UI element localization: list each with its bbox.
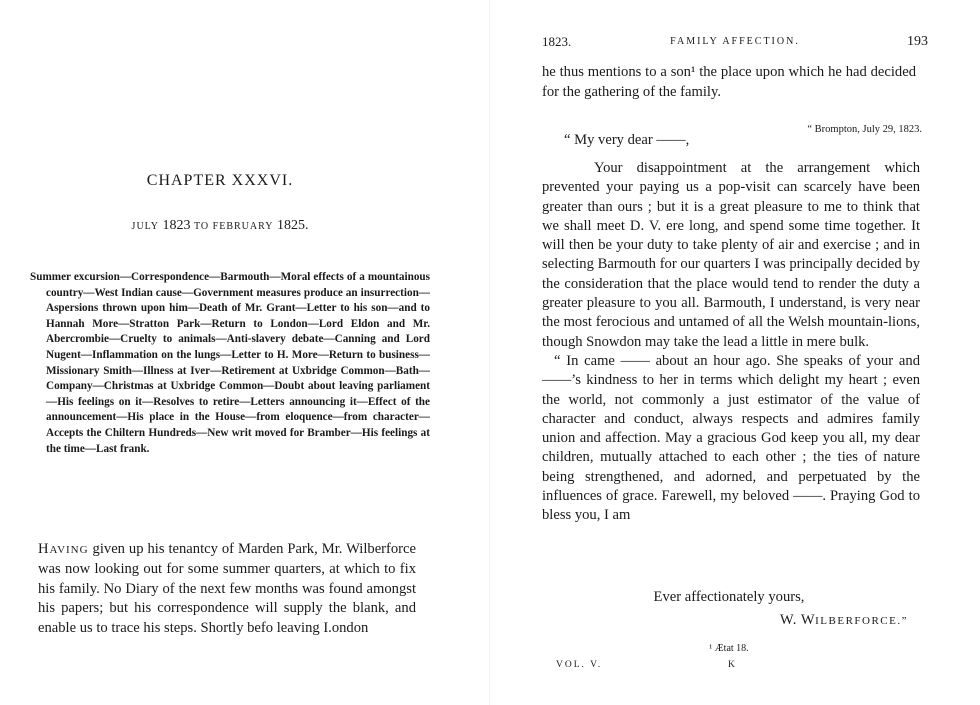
opening-word-rest: AVING [49, 544, 89, 556]
letter-body [542, 159, 920, 526]
signature-rest: ILBERFORCE.” [815, 615, 908, 627]
letter-closing: Ever affectionately yours, [653, 589, 805, 605]
date-month-start: JULY [131, 221, 159, 232]
chapter-title: CHAPTER XXXVI. [146, 172, 294, 189]
page-number: 193 [907, 34, 928, 49]
chapter-synopsis: Summer excursion—Correspondence—Barmouth—Moral effects of a mountainous country—West Indian cause—Government measures produce an insurrection—Aspersions thrown upon him—Death of Mr. Grant—Letter to his son—and to Hannah More—Stratton Park—Return to London—Lord Eldon and Mr. Abercrombie—Cruelty to animals—Anti-slavery debate—Canning and Lord Nugent—Inflammation on the lungs—Letter to H. More—Return to business—Missionary Smith—Illness at Iver—Retirement at Uxbridge Common—Bath—Company—Christmas at Uxbridge Common—Doubt about leaving parliament—His feelings on it—Resolves to retire—Letters announcing it—Effect of the announcement—His place in the House—from eloquence—from character—Accepts the Chiltern Hundreds—New writ moved for Bramber—His feelings at the time—Last frank. [30, 271, 430, 455]
running-head [542, 34, 928, 54]
opening-text: given up his tenantcy of Marden Park, Mr. Wilberforce was now looking out for some summer quarters, at which to fix his family. No Diary of the next few months was found amongst his papers; but his correspondence will supply the blank, and enable us to trace his steps. Shortly befo leaving I.ondon [38, 541, 416, 636]
date-year-start: 1823 [162, 218, 191, 233]
volume-mark: VOL. V. [556, 660, 603, 670]
letter-signature [542, 612, 908, 629]
chapter-date-range [0, 218, 440, 234]
running-head-year: 1823. [542, 34, 572, 49]
letter-paragraph: Your disappointment at the arrangement which prevented your paying us a pop-visit can scarcely have been greater than ours ; but it is a great pleasure to me to think that we shall meet D. V. ere long, and spend some time together. It will then be your duty to take plenty of air and exercise ; and in selecting Barmouth for our quarters I was principally decided by the consideration that the place would tend to render the duty a greater pleasure to you all. Barmouth, I understand, is very near the most ferocious and untamed of all the Welsh mountain-lions, though Snowdon may take the lead a little in mere bulk. [542, 160, 920, 350]
letter-salutation: “ My very dear ——, [564, 132, 690, 148]
running-head-title: FAMILY AFFECTION. [670, 36, 800, 47]
footnote: ¹ Ætat 18. [709, 643, 749, 654]
intro-paragraph: he thus mentions to a son¹ the place upon which he had decided for the gathering of the family. [542, 64, 916, 100]
opening-paragraph [38, 540, 416, 638]
opening-initial: H [38, 541, 50, 557]
right-page [490, 0, 980, 705]
date-year-end: 1825. [276, 218, 309, 233]
letter-paragraph: “ In came —— about an hour ago. She speaks of your and ——’s kindness to her in terms which delight my heart ; even the world, not commonly a just estimator of the value of character and conduct, always respects and admires family union and affection. May a gracious God keep you all, my dear children, mutually attached to each other ; the ties of nature being strengthened, and adorned, and perpetuated by the influences of grace. Farewell, my beloved ——. Praying God to bless you, I am [542, 352, 920, 524]
letter-dateline: “ Brompton, July 29, 1823. [807, 124, 922, 135]
date-to: TO [194, 221, 210, 232]
opening-word [38, 541, 89, 557]
gathering-letter: K [728, 660, 735, 670]
signature-prefix: W. W [779, 612, 816, 628]
date-month-end: FEBRUARY [212, 221, 274, 232]
